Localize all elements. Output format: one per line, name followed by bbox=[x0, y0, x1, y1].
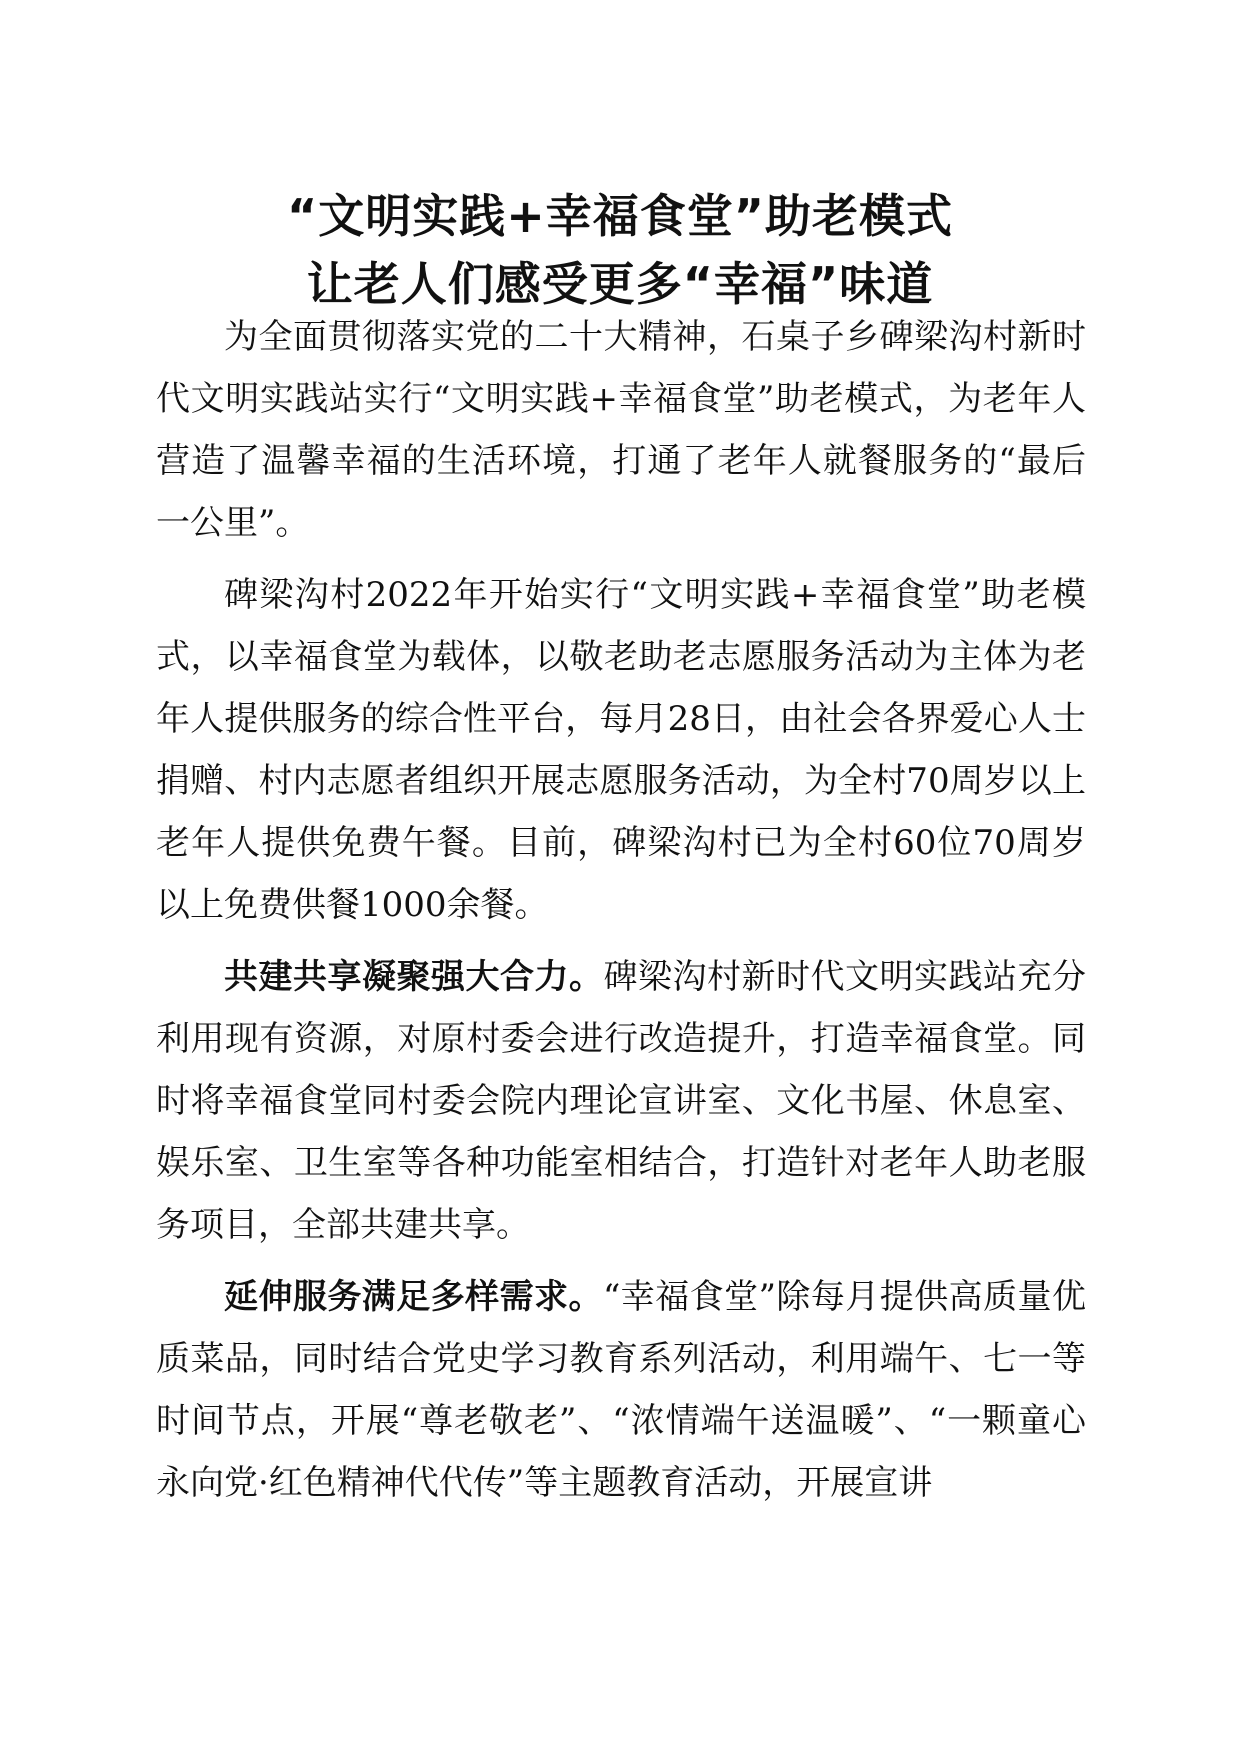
paragraph-text: 为全面贯彻落实党的二十大精神，石桌子乡碑梁沟村新时代文明实践站实行“文明实践+幸福食堂”助老模式，为老年人营造了温馨幸福的生活环境，打通了老年人就餐服务的“最后一公里”。 bbox=[156, 317, 1086, 543]
paragraph-text: 碑梁沟村新时代文明实践站充分利用现有资源，对原村委会进行改造提升，打造幸福食堂。同时将幸福食堂同村委会院内理论宣讲室、文化书屋、休息室、娱乐室、卫生室等各种功能室相结合，打造针对老年人助老服务项目，全部共建共享。 bbox=[156, 957, 1086, 1245]
document-title bbox=[150, 182, 1090, 318]
paragraph-text: “幸福食堂”除每月提供高质量优质菜品，同时结合党史学习教育系列活动，利用端午、七一等时间节点，开展“尊老敬老”、“浓情端午送温暖”、“一颗童心永向党·红色精神代代传”等主题教育活动，开展宣讲 bbox=[156, 1277, 1087, 1503]
document-body bbox=[156, 306, 1086, 1524]
paragraph-co-construction bbox=[156, 946, 1086, 1256]
paragraph-lead: 延伸服务满足多样需求。 bbox=[224, 1277, 603, 1317]
paragraph-extended-services bbox=[156, 1266, 1086, 1514]
paragraph-background bbox=[156, 564, 1086, 936]
paragraph-text: 碑梁沟村2022年开始实行“文明实践+幸福食堂”助老模式，以幸福食堂为载体，以敬老助老志愿服务活动为主体为老年人提供服务的综合性平台，每月28日，由社会各界爱心人士捐赠、村内志愿者组织开展志愿服务活动，为全村70周岁以上老年人提供免费午餐。目前，碑梁沟村已为全村60位70周岁以上免费供餐1000余餐。 bbox=[156, 575, 1086, 925]
paragraph-intro bbox=[156, 306, 1086, 554]
title-line-1: “文明实践+幸福食堂”助老模式 bbox=[286, 189, 953, 243]
title-line-2: 让老人们感受更多“幸福”味道 bbox=[306, 257, 934, 311]
paragraph-lead: 共建共享凝聚强大合力。 bbox=[224, 957, 604, 997]
